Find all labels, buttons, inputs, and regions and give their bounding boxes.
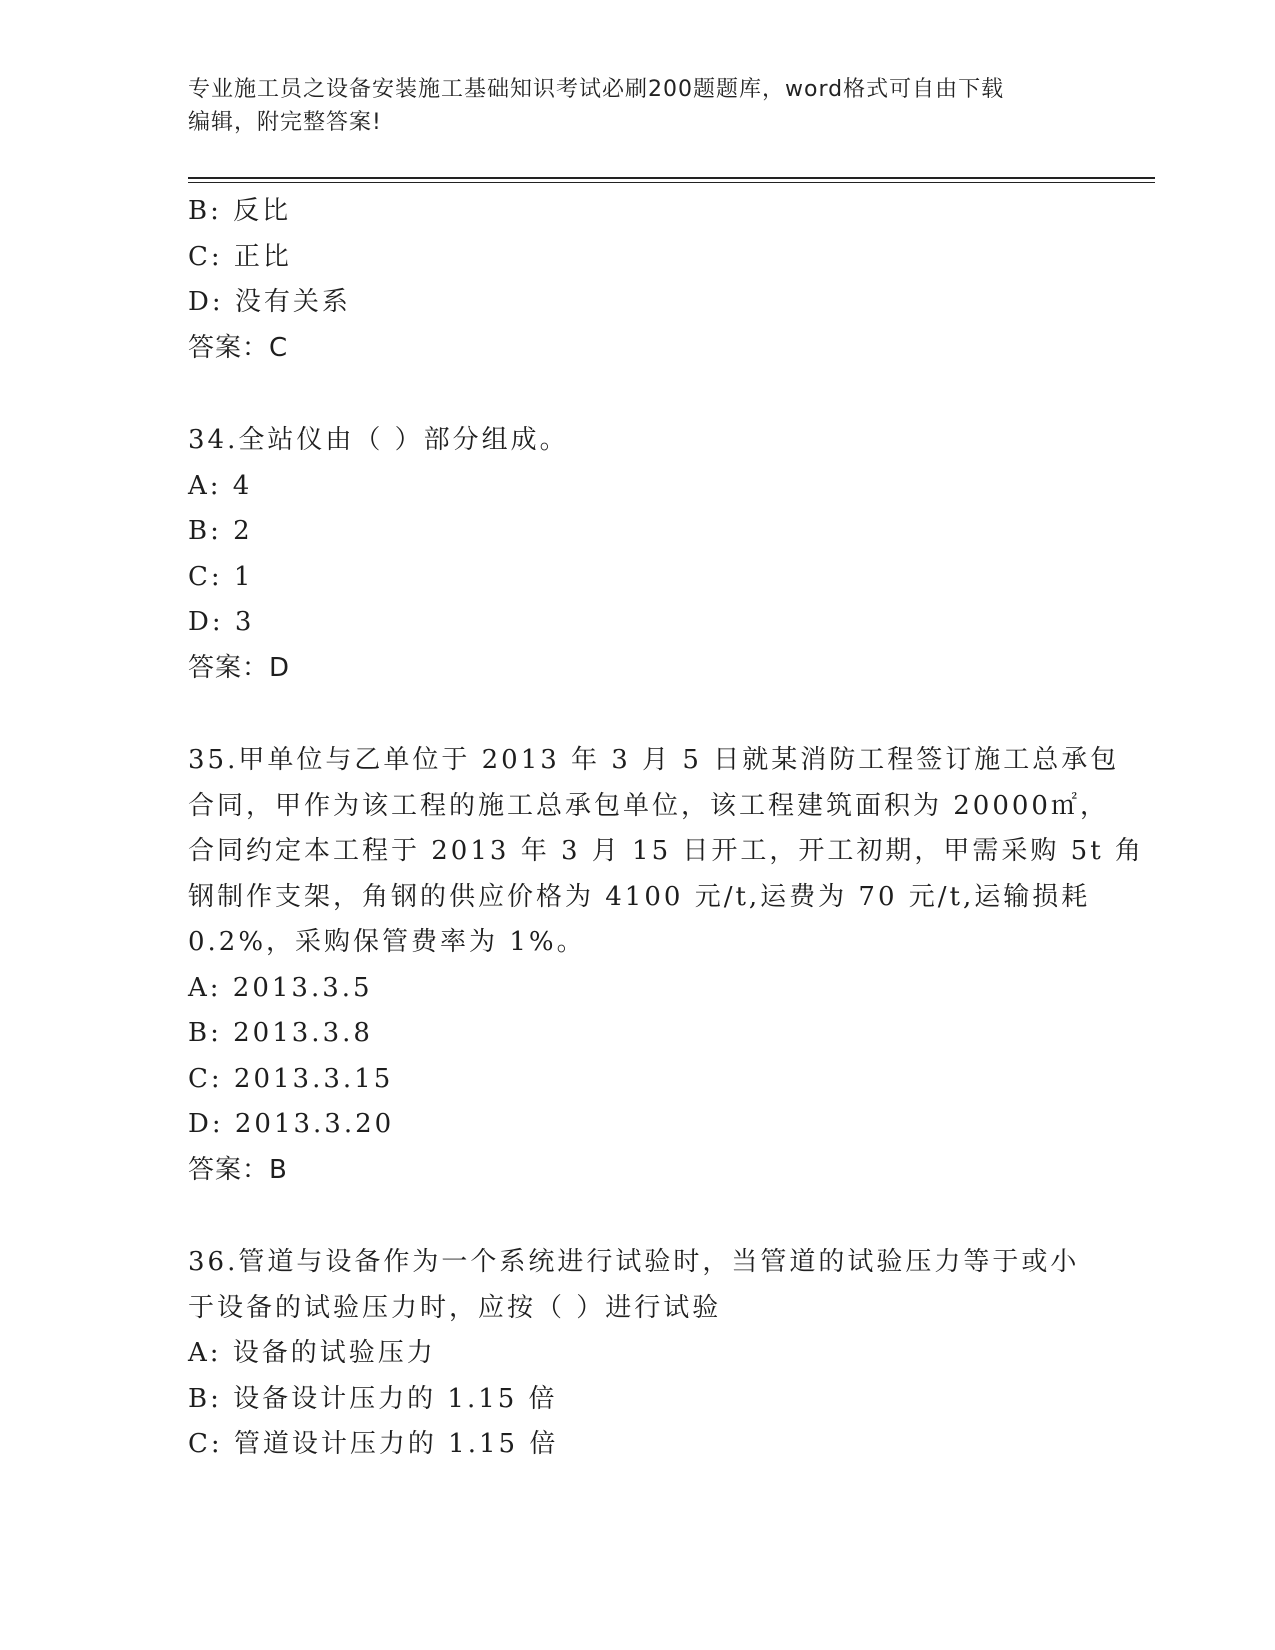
option-c: C: 2013.3.15 (188, 1063, 394, 1094)
option-c: C: 正比 (188, 241, 292, 272)
option-d: D: 3 (188, 607, 255, 637)
document-body (188, 189, 1144, 1468)
question-text-line-2: 合同，甲作为该工程的施工总承包单位，该工程建筑面积为 20000㎡， (188, 790, 1109, 821)
header-rule-thin (188, 182, 1155, 183)
document-header (188, 73, 1088, 139)
question-text-line-4: 钢制作支架，角钢的供应价格为 4100 元/t,运费为 70 元/t,运输损耗 (188, 881, 1091, 912)
answer: 答案：D (188, 652, 291, 683)
option-c: C: 1 (188, 561, 254, 592)
option-a: A: 2013.3.5 (188, 972, 373, 1003)
option-c: C: 管道设计压力的 1.15 倍 (188, 1429, 559, 1459)
option-d: D: 2013.3.20 (188, 1109, 395, 1139)
header-rule-thick (188, 177, 1155, 179)
option-a: A: 4 (188, 470, 253, 501)
question-35 (188, 738, 1144, 1193)
option-b: B: 设备设计压力的 1.15 倍 (188, 1383, 558, 1414)
header-line-1: 专业施工员之设备安装施工基础知识考试必刷200题题库，word格式可自由下载 (188, 77, 1005, 102)
answer: 答案：C (188, 332, 289, 363)
header-line-2: 编辑，附完整答案! (188, 110, 382, 135)
question-33 (188, 189, 1088, 371)
option-a: A: 设备的试验压力 (188, 1338, 436, 1368)
question-36 (188, 1240, 1088, 1468)
question-text-line-1: 36.管道与设备作为一个系统进行试验时，当管道的试验压力等于或小 (188, 1247, 1080, 1277)
question-text: 34.全站仪由（ ）部分组成。 (188, 425, 569, 455)
question-text-line-5: 0.2%，采购保管费率为 1%。 (188, 927, 586, 957)
question-text-line-2: 于设备的试验压力时，应按（ ）进行试验 (188, 1292, 722, 1323)
answer: 答案：B (188, 1154, 288, 1185)
option-b: B: 2 (188, 516, 253, 546)
question-text-line-1: 35.甲单位与乙单位于 2013 年 3 月 5 日就某消防工程签订施工总承包 (188, 745, 1120, 775)
question-text-line-3: 合同约定本工程于 2013 年 3 月 15 日开工，开工初期，甲需采购 5t 角 (188, 836, 1144, 866)
option-d: D: 没有关系 (188, 287, 351, 317)
option-b: B: 2013.3.8 (188, 1018, 373, 1048)
question-34 (188, 418, 1088, 691)
option-b: B: 反比 (188, 196, 292, 226)
